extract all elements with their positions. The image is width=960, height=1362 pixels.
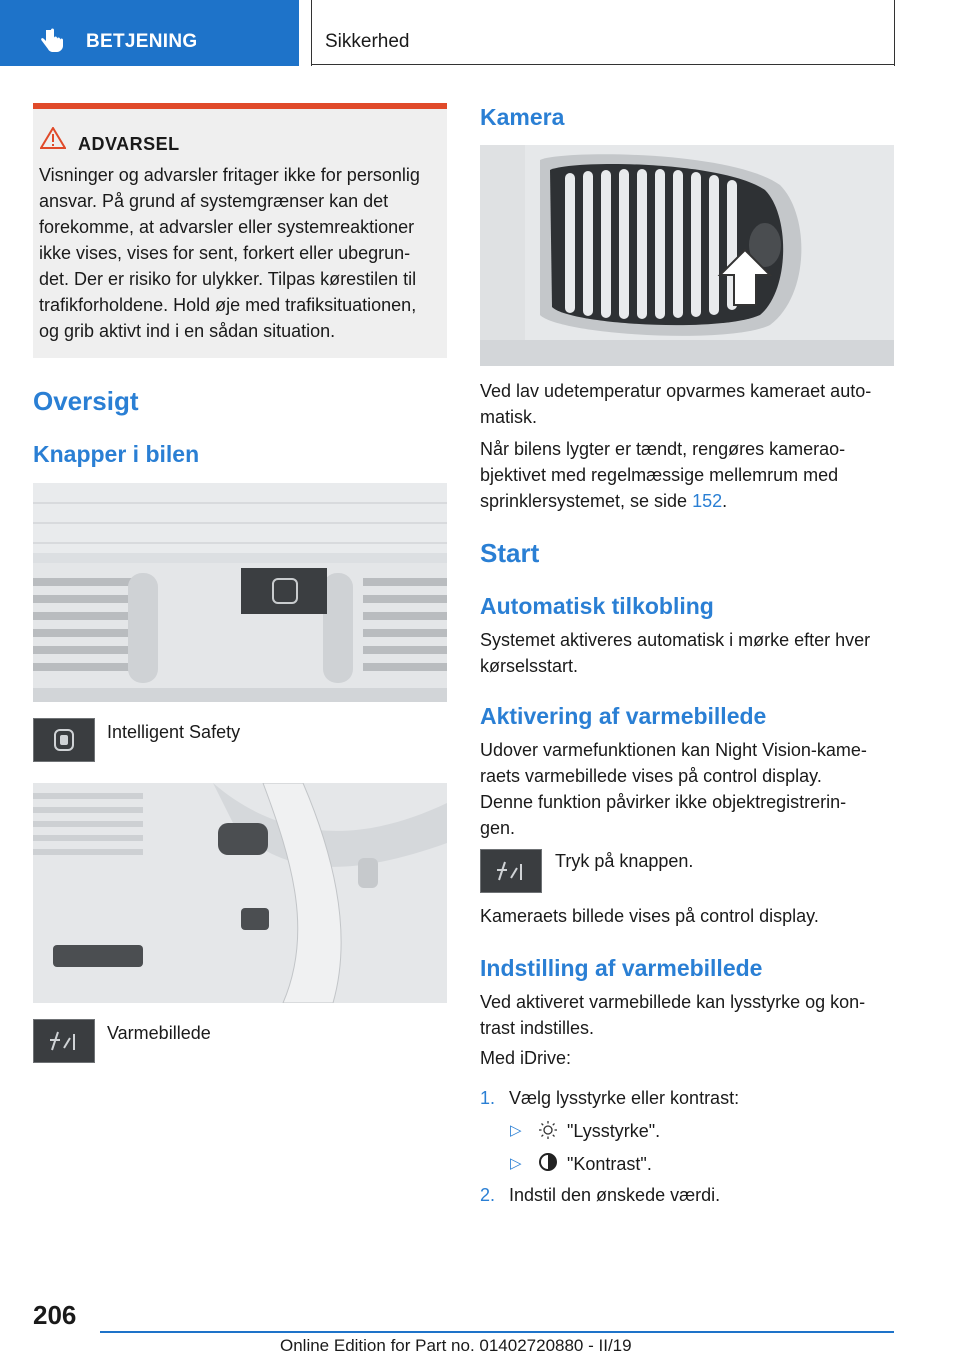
- edition-text: Online Edition for Part no. 01402720880 - II/19: [280, 1336, 632, 1355]
- hand-pointer-icon: [40, 28, 66, 54]
- header-underline: [311, 64, 895, 65]
- section-title: Sikkerhed: [325, 31, 410, 52]
- footer-rule: [100, 1331, 894, 1333]
- contrast-icon: [538, 1152, 558, 1172]
- idrive-text: Med iDrive:: [480, 1048, 572, 1068]
- step-1-text: Vælg lysstyrke eller kontrast:: [509, 1088, 740, 1108]
- heading-auto: Automatisk tilkobling: [480, 593, 714, 619]
- contrast-option: "Kontrast".: [567, 1154, 652, 1174]
- steering-photo: [33, 783, 447, 1003]
- warning-title: ADVARSEL: [78, 134, 180, 154]
- intelligent-safety-label: Intelligent Safety: [107, 722, 241, 742]
- page-link-152[interactable]: 152: [692, 491, 723, 511]
- camera-paragraph-2: Når bilens lygter er tændt, rengøres kamerao- bjektivet med regelmæssige mellemrum med sprinklersystemet, se side 152.: [480, 439, 846, 511]
- heading-knapper: Knapper i bilen: [33, 441, 200, 467]
- thermal-image-label: Varmebillede: [107, 1023, 211, 1043]
- step-2-text: Indstil den ønskede værdi.: [509, 1185, 721, 1205]
- grille-camera-photo: [480, 145, 894, 366]
- warning-text: Visninger og advarsler fritager ikke for personlig ansvar. På grund af systemgrænser kan det forekomme, at advarsler eller systemreaktioner ikke vises, vises for sent, forkert eller ubegrun- det. Der er risiko for ulykker. Tilpas kørestilen til trafikforholdene. Hold øje med trafiksituationen, og grib aktivt ind i en sådan situation.: [39, 165, 420, 341]
- camera-paragraph-1: Ved lav udetemperatur opvarmes kameraet auto- matisk.: [480, 381, 872, 427]
- thermal-image-button[interactable]: [480, 849, 542, 893]
- bullet-icon: ▷: [510, 1155, 522, 1172]
- heading-start: Start: [480, 538, 540, 568]
- press-button-text: Tryk på knappen.: [555, 851, 694, 871]
- dashboard-photo: [33, 483, 447, 702]
- brightness-icon: [538, 1120, 558, 1140]
- warning-triangle-icon: [40, 127, 66, 149]
- header-divider: [894, 0, 895, 66]
- settings-text: Ved aktiveret varmebillede kan lysstyrke og kon- trast indstilles.: [480, 992, 866, 1038]
- display-text: Kameraets billede vises på control display.: [480, 906, 819, 926]
- heading-kamera: Kamera: [480, 104, 565, 130]
- intelligent-safety-icon: [34, 719, 94, 761]
- heading-activate: Aktivering af varmebillede: [480, 703, 767, 729]
- intelligent-safety-button[interactable]: [33, 718, 95, 762]
- night-vision-icon: [481, 850, 541, 892]
- heading-settings: Indstilling af varmebillede: [480, 955, 763, 981]
- chapter-label: BETJENING: [86, 31, 198, 52]
- page-number: 206: [33, 1300, 77, 1330]
- heading-oversigt: Oversigt: [33, 386, 139, 416]
- auto-text: Systemet aktiveres automatisk i mørke efter hver kørselsstart.: [480, 630, 871, 676]
- step-number: 2.: [480, 1185, 496, 1205]
- header-divider: [311, 0, 312, 66]
- step-number: 1.: [480, 1088, 496, 1108]
- night-vision-icon: [34, 1020, 94, 1062]
- activate-text: Udover varmefunktionen kan Night Vision-kame- raets varmebillede vises på control display. Denne funktion påvirker ikke objektregistrerin- gen.: [480, 740, 867, 838]
- thermal-image-button[interactable]: [33, 1019, 95, 1063]
- bullet-icon: ▷: [510, 1122, 522, 1139]
- chapter-tab[interactable]: [0, 0, 299, 66]
- brightness-option: "Lysstyrke".: [567, 1121, 661, 1141]
